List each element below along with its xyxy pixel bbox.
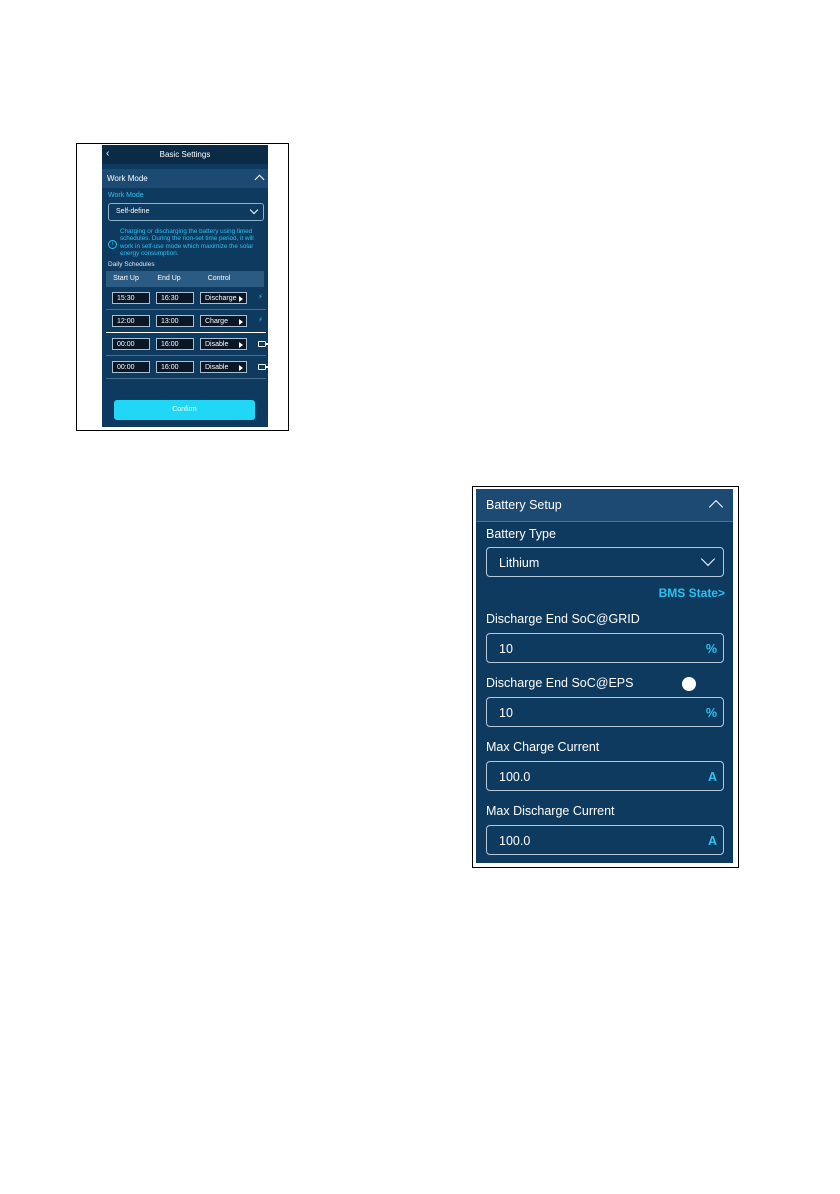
back-chevron-icon[interactable]: ‹ bbox=[106, 148, 110, 159]
info-note bbox=[108, 228, 266, 258]
start-time-input[interactable]: 15:30 bbox=[112, 292, 150, 304]
max-charge-current-value: 100.0 bbox=[499, 770, 531, 784]
column-header-end: End Up bbox=[157, 275, 181, 283]
max-discharge-current-value: 100.0 bbox=[499, 834, 531, 848]
toggle-knob[interactable] bbox=[682, 677, 696, 691]
section-title: Work Mode bbox=[107, 174, 148, 183]
page-title: Basic Settings bbox=[159, 150, 211, 159]
column-header-control: Control bbox=[207, 275, 231, 283]
control-select[interactable] bbox=[200, 338, 247, 350]
work-mode-label: Work Mode bbox=[108, 192, 144, 199]
discharge-grid-value: 10 bbox=[499, 642, 513, 656]
start-time-input[interactable]: 00:00 bbox=[112, 338, 150, 350]
end-time-input[interactable]: 16:00 bbox=[156, 338, 194, 350]
caret-right-icon bbox=[239, 319, 243, 325]
max-charge-current-input[interactable] bbox=[486, 761, 724, 791]
ampere-unit: A bbox=[707, 770, 717, 784]
schedule-row bbox=[106, 287, 266, 310]
start-time-input[interactable]: 00:00 bbox=[112, 361, 150, 373]
end-time-input[interactable]: 16:00 bbox=[156, 361, 194, 373]
daily-schedules-label: Daily Schedules bbox=[108, 260, 155, 268]
discharge-eps-input[interactable] bbox=[486, 697, 724, 727]
control-select[interactable] bbox=[200, 361, 247, 373]
caret-right-icon bbox=[239, 365, 243, 371]
start-time-input[interactable]: 12:00 bbox=[112, 315, 150, 327]
work-mode-section-header[interactable] bbox=[102, 169, 268, 188]
schedule-table-header bbox=[106, 271, 264, 287]
discharge-grid-input[interactable] bbox=[486, 633, 724, 663]
section-title: Battery Setup bbox=[486, 498, 562, 512]
control-select[interactable] bbox=[200, 315, 247, 327]
control-value: Discharge bbox=[205, 294, 237, 302]
bms-state-link[interactable]: BMS State> bbox=[658, 586, 725, 600]
basic-settings-screen bbox=[102, 145, 268, 427]
title-bar bbox=[102, 145, 268, 164]
battery-type-label: Battery Type bbox=[486, 527, 556, 541]
control-select[interactable] bbox=[200, 292, 247, 304]
plug-icon[interactable]: ⚡ bbox=[258, 316, 263, 324]
ampere-unit: A bbox=[707, 834, 717, 848]
control-value: Disable bbox=[205, 340, 229, 348]
plug-icon[interactable]: ⚡ bbox=[258, 293, 263, 301]
control-value: Disable bbox=[205, 363, 229, 371]
end-time-input[interactable]: 13:00 bbox=[156, 315, 194, 327]
chevron-down-icon bbox=[250, 206, 258, 214]
control-value: Charge bbox=[205, 317, 228, 325]
caret-right-icon bbox=[239, 296, 243, 302]
battery-type-value: Lithium bbox=[499, 556, 540, 570]
max-discharge-current-input[interactable] bbox=[486, 825, 724, 855]
caret-right-icon bbox=[239, 342, 243, 348]
schedule-row bbox=[106, 333, 266, 356]
schedule-row bbox=[106, 356, 266, 379]
chevron-down-icon bbox=[701, 552, 715, 566]
info-text: Charging or discharging the battery using timed schedules. During the non-set time period, it will work in self-use mode which maximize the solar energy consumption. bbox=[120, 228, 254, 258]
info-icon: i bbox=[108, 240, 117, 249]
battery-icon[interactable] bbox=[258, 364, 266, 370]
discharge-eps-label: Discharge End SoC@EPS bbox=[486, 676, 634, 690]
percent-unit: % bbox=[705, 642, 717, 656]
max-discharge-current-label: Max Discharge Current bbox=[486, 804, 615, 818]
work-mode-value: Self-define bbox=[116, 208, 150, 215]
chevron-up-icon[interactable] bbox=[255, 175, 265, 185]
battery-setup-screen bbox=[476, 489, 733, 863]
confirm-button[interactable]: Confirm bbox=[114, 400, 255, 420]
schedule-row bbox=[106, 310, 266, 333]
chevron-up-icon[interactable] bbox=[709, 500, 723, 514]
work-mode-select[interactable] bbox=[108, 203, 264, 221]
column-header-start: Start Up bbox=[113, 275, 139, 283]
discharge-eps-value: 10 bbox=[499, 706, 513, 720]
max-charge-current-label: Max Charge Current bbox=[486, 740, 600, 754]
battery-type-select[interactable] bbox=[486, 547, 724, 577]
battery-icon[interactable] bbox=[258, 341, 266, 347]
end-time-input[interactable]: 16:30 bbox=[156, 292, 194, 304]
discharge-grid-label: Discharge End SoC@GRID bbox=[486, 612, 640, 626]
percent-unit: % bbox=[705, 706, 717, 720]
battery-setup-header[interactable] bbox=[476, 489, 733, 522]
